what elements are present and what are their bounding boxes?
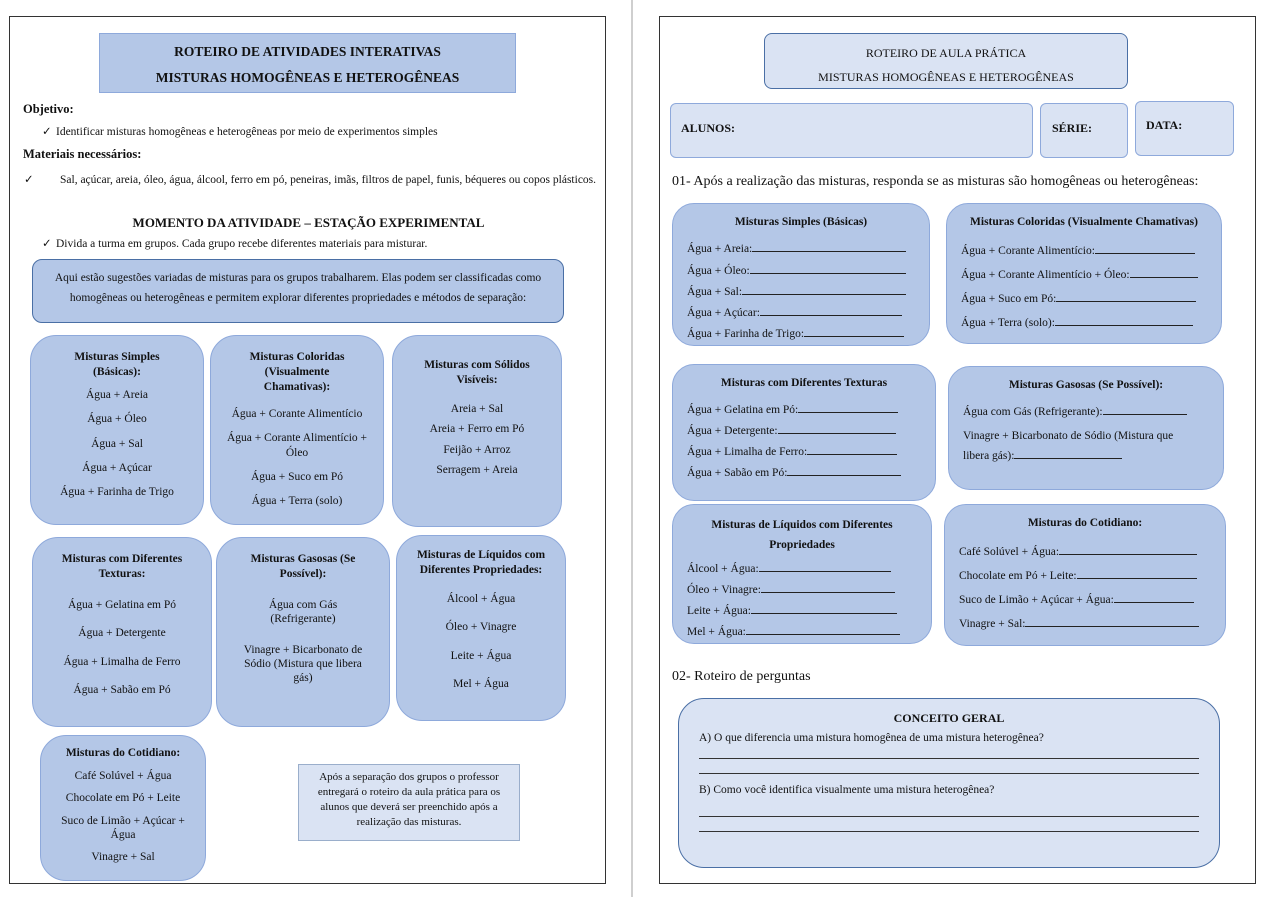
alunos-field[interactable]: ALUNOS: [670,103,1033,158]
answer-row[interactable]: Água + Corante Alimentício + Óleo: [961,263,1207,287]
page2-title-line2: MISTURAS HOMOGÊNEAS E HETEROGÊNEAS [818,70,1074,84]
concept-title: CONCEITO GERAL [893,711,1005,725]
answer-line[interactable] [699,759,1199,774]
list-item: Vinagre + Bicarbonato de Sódio (Mistura que libera gás) [243,643,363,685]
objetivo-item: ✓ Identificar misturas homogêneas e heterogêneas por meio de experimentos simples [42,124,602,141]
group-liquidos [396,535,566,721]
momento-item: ✓ Divida a turma em grupos. Cada grupo recebe diferentes materiais para misturar. [42,236,602,253]
answer-row[interactable]: Água + Sal: [687,282,915,303]
teacher-note: Após a separação dos grupos o professor entregará o roteiro da aula prática para os alunos que deverá ser preenchido após a realização das misturas. [298,764,520,841]
list-item: Café Solúvel + Água [74,769,172,782]
page-title-line2: MISTURAS HOMOGÊNEAS E HETEROGÊNEAS [155,70,460,85]
group-title: Misturas com Diferentes Texturas: [61,553,183,580]
answer-row[interactable]: Suco de Limão + Açúcar + Água: [959,588,1211,612]
list-item: Água + Sal [91,437,143,450]
list-item: Água + Gelatina em Pó [67,598,177,611]
list-item: Água + Suco em Pó [250,470,344,483]
answer-row[interactable]: Água + Sabão em Pó: [687,463,921,484]
list-item: Água com Gás (Refrigerante) [268,598,338,626]
list-item: Suco de Limão + Açúcar + Água [61,814,185,842]
list-item: Areia + Sal [450,402,504,415]
materiais-label: Materiais necessários: [23,147,142,161]
answer-row[interactable]: Água + Detergente: [687,421,921,442]
form-group-gasosas [948,366,1224,490]
answer-row[interactable]: Chocolate em Pó + Leite: [959,564,1211,588]
question-1: 01- Após a realização das misturas, responda se as misturas são homogêneas ou heterogêneas: [672,174,1199,189]
list-item: Óleo + Vinagre [445,621,517,634]
group-title: Misturas de Líquidos com Diferentes Propriedades [711,519,893,551]
question-a: A) O que diferencia uma mistura homogênea de uma mistura heterogênea? [699,732,1044,744]
answer-row[interactable]: Água + Corante Alimentício: [961,239,1207,263]
answer-row[interactable]: Água + Óleo: [687,261,915,282]
answer-row[interactable]: Água + Gelatina em Pó: [687,400,921,421]
list-item: Água + Corante Alimentício + Óleo [226,432,368,459]
list-item: Serragem + Areia [436,464,518,476]
group-title: Misturas Simples (Básicas): [74,351,160,378]
list-item: Água + Areia [85,388,149,401]
group-title: Misturas Gasosas (Se Possível): [1008,379,1164,391]
question-2: 02- Roteiro de perguntas [672,669,811,684]
page-practical-guide [659,16,1256,884]
group-title: Misturas Coloridas (Visualmente Chamativas) [970,216,1198,228]
answer-row[interactable]: Água + Limalha de Ferro: [687,442,921,463]
page-activity-guide [9,16,606,884]
materiais-item: ✓ Sal, açúcar, areia, óleo, água, álcool, ferro em pó, peneiras, imãs, filtros de papel, funis, béqueres ou copos plásticos. [42,169,597,191]
answer-row[interactable]: Água + Areia: [687,239,915,260]
question-b: B) Como você identifica visualmente uma mistura heterogênea? [699,784,995,796]
group-solidos [392,335,562,527]
group-title: Misturas de Líquidos com Diferentes Propriedades: [416,549,546,576]
group-title: Misturas Coloridas (Visualmente Chamativas): [249,351,345,393]
data-field[interactable]: DATA: [1135,101,1234,156]
checkmark-icon: ✓ [24,174,34,186]
answer-row[interactable]: Água + Açúcar: [687,303,915,324]
list-item: Chocolate em Pó + Leite [65,792,181,805]
group-gasosas [216,537,390,727]
group-title: Misturas com Diferentes Texturas [720,377,888,389]
answer-line[interactable] [699,744,1199,759]
page2-title-line1: ROTEIRO DE AULA PRÁTICA [865,46,1027,60]
concept-box [678,698,1220,868]
group-cotidiano [40,735,206,881]
list-item: Leite + Água [450,649,512,662]
answer-row[interactable]: Óleo + Vinagre: [687,580,917,601]
list-item: Água + Sabão em Pó [73,684,171,696]
group-title: Misturas do Cotidiano: [65,747,181,759]
serie-field[interactable]: SÉRIE: [1040,103,1128,158]
form-group-texturas [672,364,936,501]
answer-row[interactable]: Leite + Água: [687,601,917,622]
group-simples [30,335,204,525]
answer-row[interactable]: Água com Gás (Refrigerante): [963,402,1209,423]
list-item: Mel + Água [453,678,509,690]
answer-row[interactable]: Água + Terra (solo): [961,311,1207,335]
answer-row[interactable]: Água + Farinha de Trigo: [687,324,915,345]
group-title: Misturas Simples (Básicas) [734,216,868,228]
page-title-line1: ROTEIRO DE ATIVIDADES INTERATIVAS [174,44,441,59]
group-title: Misturas Gasosas (Se Possível): [250,553,356,580]
form-group-simples [672,203,930,346]
list-item: Água + Óleo [87,413,147,426]
form-group-coloridas [946,203,1222,344]
group-coloridas [210,335,384,525]
answer-line[interactable] [699,817,1199,832]
objetivo-label: Objetivo: [23,102,74,116]
answer-row[interactable]: Café Solúvel + Água: [959,540,1211,564]
group-title: Misturas do Cotidiano: [1027,517,1143,529]
group-title: Misturas com Sólidos Visíveis: [424,359,530,386]
list-item: Vinagre + Sal [91,851,155,864]
list-item: Água + Corante Alimentício [231,407,363,420]
page-title-box [99,33,516,93]
list-item: Água + Detergente [78,627,166,640]
list-item: Água + Terra (solo) [251,495,343,508]
answer-row[interactable]: Álcool + Água: [687,559,917,580]
answer-line[interactable] [699,802,1199,817]
answer-row[interactable]: Vinagre + Sal: [959,612,1211,636]
page-divider [631,0,633,897]
intro-box: Aqui estão sugestões variadas de misturas para os grupos trabalharem. Elas podem ser classificadas como homogêneas ou heterogêneas e permitem explorar diferentes propriedades e métodos de separação: [32,259,564,323]
list-item: Álcool + Água [446,592,516,605]
momento-heading: MOMENTO DA ATIVIDADE – ESTAÇÃO EXPERIMENTAL [132,215,485,230]
list-item: Água + Farinha de Trigo [60,486,174,499]
page2-title-box [764,33,1128,89]
form-group-liquidos [672,504,932,644]
answer-row[interactable]: Água + Suco em Pó: [961,287,1207,311]
list-item: Feijão + Arroz [443,443,511,456]
form-group-cotidiano [944,504,1226,646]
list-item: Água + Açúcar [82,462,152,474]
answer-row[interactable]: Mel + Água: [687,622,917,643]
checkmark-icon: ✓ [42,238,52,250]
answer-row[interactable]: Vinagre + Bicarbonato de Sódio (Mistura que libera gás): [963,429,1174,462]
list-item: Água + Limalha de Ferro [63,655,181,668]
checkmark-icon: ✓ [42,126,52,138]
group-texturas [32,537,212,727]
list-item: Areia + Ferro em Pó [429,423,525,436]
